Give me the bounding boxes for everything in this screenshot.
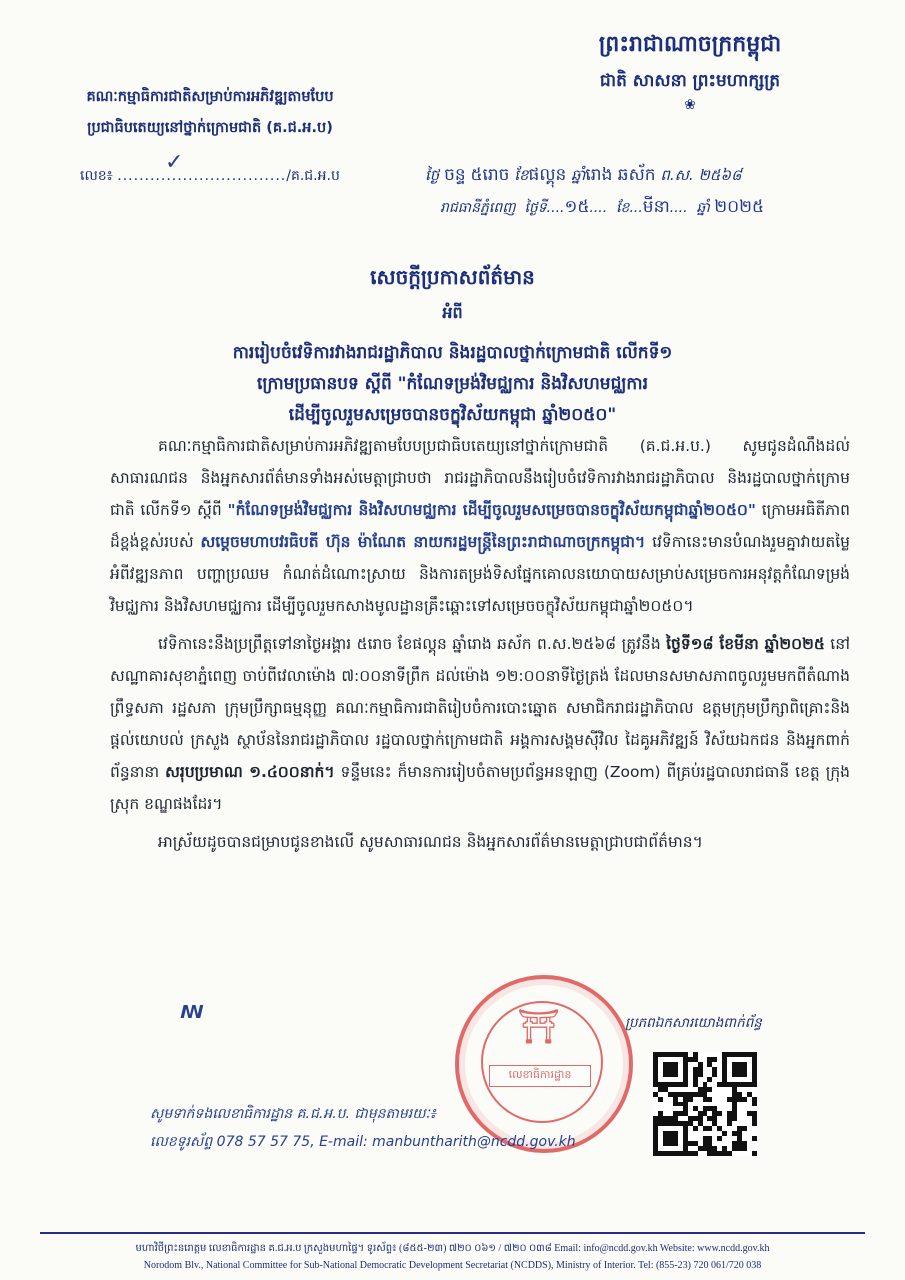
check-mark-icon: ✓ (165, 150, 184, 175)
paragraph-1-text-a: គណៈកម្មាធិការជាតិសម្រាប់ការអភិវឌ្ឍតាមបែបប្រជាធិបតេយ្យនៅថ្នាក់ក្រោមជាតិ (គ.ជ.អ.ប.) សូមជូនដំណឹងដល់សាធារណជន និងអ្នកសារព័ត៌មានទាំងអស់មេត្តាជ្រាបថា រាជរដ្ឋាភិបាលនឹងរៀបចំវេទិការវាងរាជរដ្ឋាភិបាល និងរដ្ឋបាលថ្នាក់ក្រោមជាតិ លើកទី១ ស្តីពី (110, 437, 850, 519)
national-motto: ជាតិ សាសនា ព្រះមហាក្សត្រ (599, 71, 781, 91)
lunar-date (425, 164, 742, 189)
lunar-year: រោង ឆស័ក (585, 165, 656, 185)
committee-line-2: ប្រជាធិបតេយ្យនៅថ្នាក់ក្រោមជាតិ (គ.ជ.អ.ប) (87, 120, 333, 136)
lunar-month-prefix: ខែ (514, 166, 529, 184)
contact-line-1: សូមទាក់ទងលេខាធិការដ្ឋាន គ.ជ.អ.ប. ជាមុនតាមរយៈ៖ (150, 1106, 436, 1122)
phone-number: 078 57 57 75 (216, 1134, 311, 1150)
day-value: ១៥ (564, 197, 590, 217)
qr-module (752, 1151, 757, 1156)
prime-minister-name: សម្តេចមហាបវរធិបតី ហ៊ុន ម៉ាណែត នាយករដ្ឋមន្ត្រីនៃព្រះរាជាណាចក្រកម្ពុជា។ (200, 533, 646, 551)
footer-line-2: Norodom Blv., National Committee for Sub-National Democratic Development Secretariat (NCDDS), Ministry of Interior. Tel: (855-23) 720 061/720 038 (143, 1260, 762, 1271)
reference-label: លេខ៖ (80, 168, 113, 184)
month-prefix: ខែ (616, 200, 630, 216)
paragraph-2 (110, 628, 850, 820)
source-note: ប្រភពឯកសារយោងពាក់ព័ន្ធ (625, 1015, 762, 1031)
title-line-1: ការរៀបចំវេទិការវាងរាជរដ្ឋាភិបាល និងរដ្ឋបាលថ្នាក់ក្រោមជាតិ លើកទី១ (232, 343, 673, 363)
kingdom-name: ព្រះរាជាណាចក្រកម្ពុជា (598, 32, 782, 57)
footer-divider (40, 1232, 865, 1234)
reference-dots: ............................... (117, 168, 287, 184)
lunar-day-prefix: ថ្ងៃ (425, 166, 440, 184)
seal-label: លេខាធិការដ្ឋាន (489, 1065, 591, 1087)
contact-line-2 (150, 1128, 576, 1156)
committee-line-1: គណៈកម្មាធិការជាតិសម្រាប់ការអភិវឌ្ឍតាមបែប (86, 89, 334, 105)
solar-date: រាជធានីភ្នំពេញ ថ្ងៃទី....១៥.... ខែ...មីនា.... ឆ្នាំ ២០២៥ (440, 197, 765, 217)
document-title (40, 264, 865, 431)
title-line-3: ដើម្បីចូលរួមសម្រេចបានចក្ខុវិស័យកម្ពុជា ឆ្នាំ២០៥០" (288, 405, 617, 425)
phone-label: លេខទូរស័ព្ទ (150, 1134, 213, 1150)
paragraph-1-text-c: វេទិកានេះមានបំណងរួមគ្នាវាយតម្លៃអំពីវឌ្ឍនភាព បញ្ហាប្រឈម កំណត់ដំណោះស្រាយ និងការតម្រង់ទិសផ្នែកគោលនយោបាយសម្រាប់សម្រេចការអនុវត្តកំណែទម្រង់វិមជ្ឈការ និងវិសហមជ្ឈការ ដើម្បីចូលរួមកសាងមូលដ្ឋានគ្រឹះឆ្ពោះទៅសម្រេចចក្ខុវិស័យកម្ពុជាឆ្នាំ២០៥០។ (110, 533, 850, 615)
forum-theme: "កំណែទម្រង់វិមជ្ឈការ និងវិសហមជ្ឈការ ដើម្បីចូលរួមសម្រេចបានចក្ខុវិស័យកម្ពុជាឆ្នាំ២០៥០" (227, 501, 756, 519)
place-name: រាជធានីភ្នំពេញ (440, 200, 516, 216)
paragraph-3-text: អាស្រ័យដូចបានជម្រាបជូនខាងលើ សូមសាធារណជន និងអ្នកសារព័ត៌មានមេត្តាជ្រាបជាព័ត៌មាន។ (158, 833, 703, 851)
kingdom-header (560, 30, 820, 113)
ornament-icon: ❀ (684, 97, 696, 113)
lunar-phase: ៥រោច (470, 165, 510, 185)
committee-name (40, 88, 380, 140)
email-address[interactable]: , E-mail: manbuntharith@ncdd.gov.kh (310, 1134, 576, 1150)
contact-info (150, 1100, 576, 1156)
title-line-2: ក្រោមប្រធានបទ ស្តីពី "កំណែទម្រង់វិមជ្ឈការ និងវិសហមជ្ឈការ (256, 374, 649, 394)
lunar-month: ផល្គុន (528, 165, 567, 185)
lunar-day: ចន្ទ (444, 165, 466, 185)
paragraph-3 (110, 826, 850, 858)
paragraph-1 (110, 430, 850, 622)
month-value: មីនា (642, 197, 670, 217)
reference-suffix: /គ.ជ.អ.ប (286, 168, 340, 184)
footer-line-1: មហាវិថីព្រះនរោត្តម លេខាធិការដ្ឋាន គ.ជ.អ.ប ក្រសួងមហាផ្ទៃ។ ទូរស័ព្ទ៖ (៨៥៥-២៣) ៧២០ ០៦១ / ៧២០ ០៣៨ Email: info@ncdd.gov.kh Website: www.ncdd.gov.kh (135, 1243, 770, 1254)
footer (40, 1240, 865, 1274)
buddhist-era: ព.ស. ២៥៦៨ (660, 166, 742, 184)
title-heading: សេចក្តីប្រកាសព័ត៌មាន (370, 265, 535, 289)
participant-count: សរុបប្រមាណ ១.៤០០នាក់។ (165, 763, 335, 781)
title-about: អំពី (442, 303, 463, 322)
document-body (110, 430, 850, 864)
qr-code[interactable] (653, 1052, 757, 1156)
paragraph-1-text-b: ក្រោមអធិតីភាពដ៏ខ្ពង់ខ្ពស់របស់ (110, 501, 850, 551)
day-prefix: ថ្ងៃទី (524, 200, 547, 216)
event-date: ថ្ងៃទី១៨ ខែមីនា ឆ្នាំ២០២៥ (666, 635, 825, 653)
lunar-year-prefix: ឆ្នាំ (571, 166, 586, 184)
paragraph-2-text-b: នៅសណ្ឋាគារសុខាភ្នំពេញ ចាប់ពីវេលាម៉ោង ៧:០០នាទីព្រឹក ដល់ម៉ោង ១២:០០នាទីថ្ងៃត្រង់ ដែលមានសមាសភាពចូលរួមមកពីតំណាងព្រឹទ្ធសភា រដ្ឋសភា ក្រុមប្រឹក្សាធម្មនុញ្ញ គណៈកម្មាធិការជាតិរៀបចំការបោះឆ្នោត សមាជិករាជរដ្ឋាភិបាល ឧត្តមក្រុមប្រឹក្សាពិគ្រោះនិងផ្តល់យោបល់ ក្រសួង ស្ថាប័ននៃរាជរដ្ឋាភិបាល រដ្ឋបាលថ្នាក់ក្រោមជាតិ អង្គការសង្គមស៊ីវិល ដៃគូអភិវឌ្ឍន៍ វិស័យឯកជន និងអ្នកពាក់ព័ន្ធនានា (110, 635, 850, 781)
year-prefix: ឆ្នាំ (696, 200, 710, 216)
year-value: ២០២៥ (714, 197, 765, 217)
paragraph-2-text-a: វេទិកានេះនឹងប្រព្រឹត្តទៅនាថ្ងៃអង្គារ ៥រោច ខែផល្គុន ឆ្នាំរោង ឆស័ក ព.ស.២៥៦៨ ត្រូវនឹង (158, 635, 661, 653)
reference-number (80, 166, 340, 187)
temple-emblem-icon: ⛩ (517, 1007, 561, 1047)
initial-mark-icon: ꟿ (180, 1002, 204, 1023)
title-subject (40, 338, 865, 431)
paragraph-2-text-c: ទន្ទឹមនេះ ក៏មានការរៀបចំតាមប្រព័ន្ធអនឡាញ (Zoom) ពីគ្រប់រដ្ឋបាលរាជធានី ខេត្ត ក្រុង ស្រុក ខណ្ឌផងដែរ។ (110, 763, 850, 813)
